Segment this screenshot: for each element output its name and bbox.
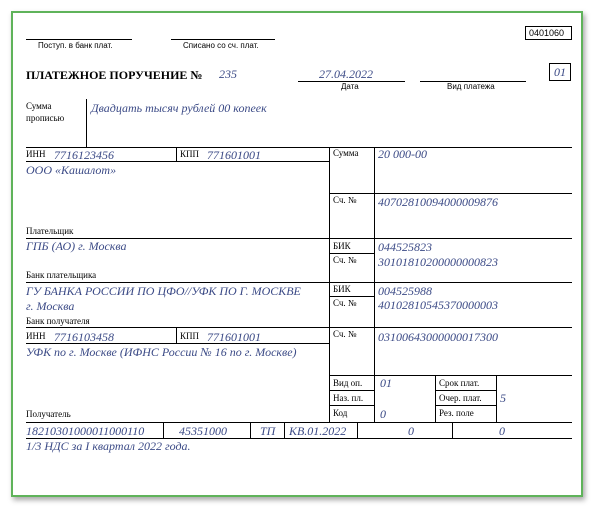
payer-name: ООО «Кашалот» [26,163,117,177]
amount-words-divider [86,99,87,147]
payer-account: 40702810094000009876 [378,195,498,209]
col-line-srok [435,375,436,422]
payment-type-label: Вид платежа [447,82,495,91]
recipient-bank-name-1: ГУ БАНКА РОССИИ ПО ЦФО//УФК ПО Г. МОСКВЕ [26,284,301,298]
tax-col-1 [163,422,164,438]
payer-account-label: Сч. № [333,195,357,205]
vid-op-label: Вид оп. [333,378,363,388]
amount-label: Сумма [333,148,359,158]
payer-inn: 7716123456 [54,148,114,162]
row-line-bik1 [329,253,374,254]
date-label: Дата [341,82,359,91]
received-label: Поступ. в банк плат. [38,41,113,50]
form-code-box [525,26,572,40]
payer-label: Плательщик [26,226,74,236]
col-line-main [329,147,330,422]
recipient-bank-acc: 40102810545370000003 [378,298,498,312]
payment-order-form [11,11,583,497]
recipient-name: УФК по г. Москве (ИФНС России № 16 по г. Москве) [26,345,297,359]
recipient-bank-acc-label: Сч. № [333,298,357,308]
tax-kbk: 18210301000011000110 [26,424,145,438]
recipient-kpp: 771601001 [207,330,261,344]
tax-basis: ТП [260,424,276,438]
payer-bank-acc: 30101810200000000823 [378,255,498,269]
row-line-kod [329,405,374,406]
recipient-label: Получатель [26,409,71,419]
col-line-values [374,147,375,422]
recipient-inn: 7716103458 [54,330,114,344]
recipient-inn-label: ИНН [26,331,46,341]
payer-bank-label: Банк плательщика [26,270,97,280]
row-line-bik2 [329,296,374,297]
payer-bik: 044525823 [378,240,432,254]
srok-label: Срок плат. [439,378,480,388]
recipient-kpp-label: КПП [180,331,200,341]
tax-doc-date: 0 [499,424,505,438]
col-line-kpp [176,147,177,161]
row-line-rez [435,405,496,406]
debited-line [171,39,275,40]
payer-inn-label: ИНН [26,149,46,159]
recipient-acc-label: Сч. № [333,329,357,339]
amount-words-value: Двадцать тысяч рублей 00 копеек [91,101,267,115]
row-line-recipient [26,422,572,423]
ocher-label: Очер. плат. [439,393,482,403]
ocher-value: 5 [500,391,506,405]
status-code: 01 [554,65,566,79]
recipient-bik: 004525988 [378,284,432,298]
recipient-bik-label: БИК [333,284,351,294]
col-line-rec-kpp [176,327,177,343]
form-title: ПЛАТЕЖНОЕ ПОРУЧЕНИЕ № [26,68,203,82]
tax-col-3 [284,422,285,438]
payer-kpp-label: КПП [180,149,200,159]
tax-col-5 [452,422,453,438]
vid-op-value: 01 [380,376,392,390]
order-date: 27.04.2022 [319,67,373,81]
recipient-acc: 03100643000000017300 [378,330,498,344]
row-line-vidop [329,375,572,376]
kod-label: Код [333,408,348,418]
received-line [26,39,132,40]
tax-col-4 [357,422,358,438]
kod-value: 0 [380,407,386,421]
payer-bank-acc-label: Сч. № [333,255,357,265]
col-line-srok-val [496,375,497,422]
payer-bank-name: ГПБ (АО) г. Москва [26,239,127,253]
status-box [549,63,571,81]
rez-label: Рез. поле [439,408,474,418]
row-line-account [329,193,572,194]
amount-words-label-2: прописью [26,113,65,123]
row-line-payer-bank [26,282,572,283]
row-line-nazpl [329,390,374,391]
row-line-ocher [435,390,496,391]
payer-kpp: 771601001 [207,148,261,162]
form-code: 0401060 [529,28,565,38]
payer-bik-label: БИК [333,241,351,251]
naz-pl-label: Наз. пл. [333,393,364,403]
tax-col-2 [250,422,251,438]
debited-label: Списано со сч. плат. [183,41,259,50]
recipient-bank-label: Банк получателя [26,316,90,326]
amount-words-label-1: Сумма [26,101,52,111]
tax-oktmo: 45351000 [179,424,227,438]
tax-doc-number: 0 [408,424,414,438]
payment-purpose: 1/3 НДС за I квартал 2022 года. [26,439,191,453]
recipient-bank-name-2: г. Москва [26,299,75,313]
order-number: 235 [219,67,237,81]
row-line-recipient-bank [26,327,572,328]
amount-value: 20 000-00 [378,147,427,161]
tax-period: КВ.01.2022 [289,424,347,438]
